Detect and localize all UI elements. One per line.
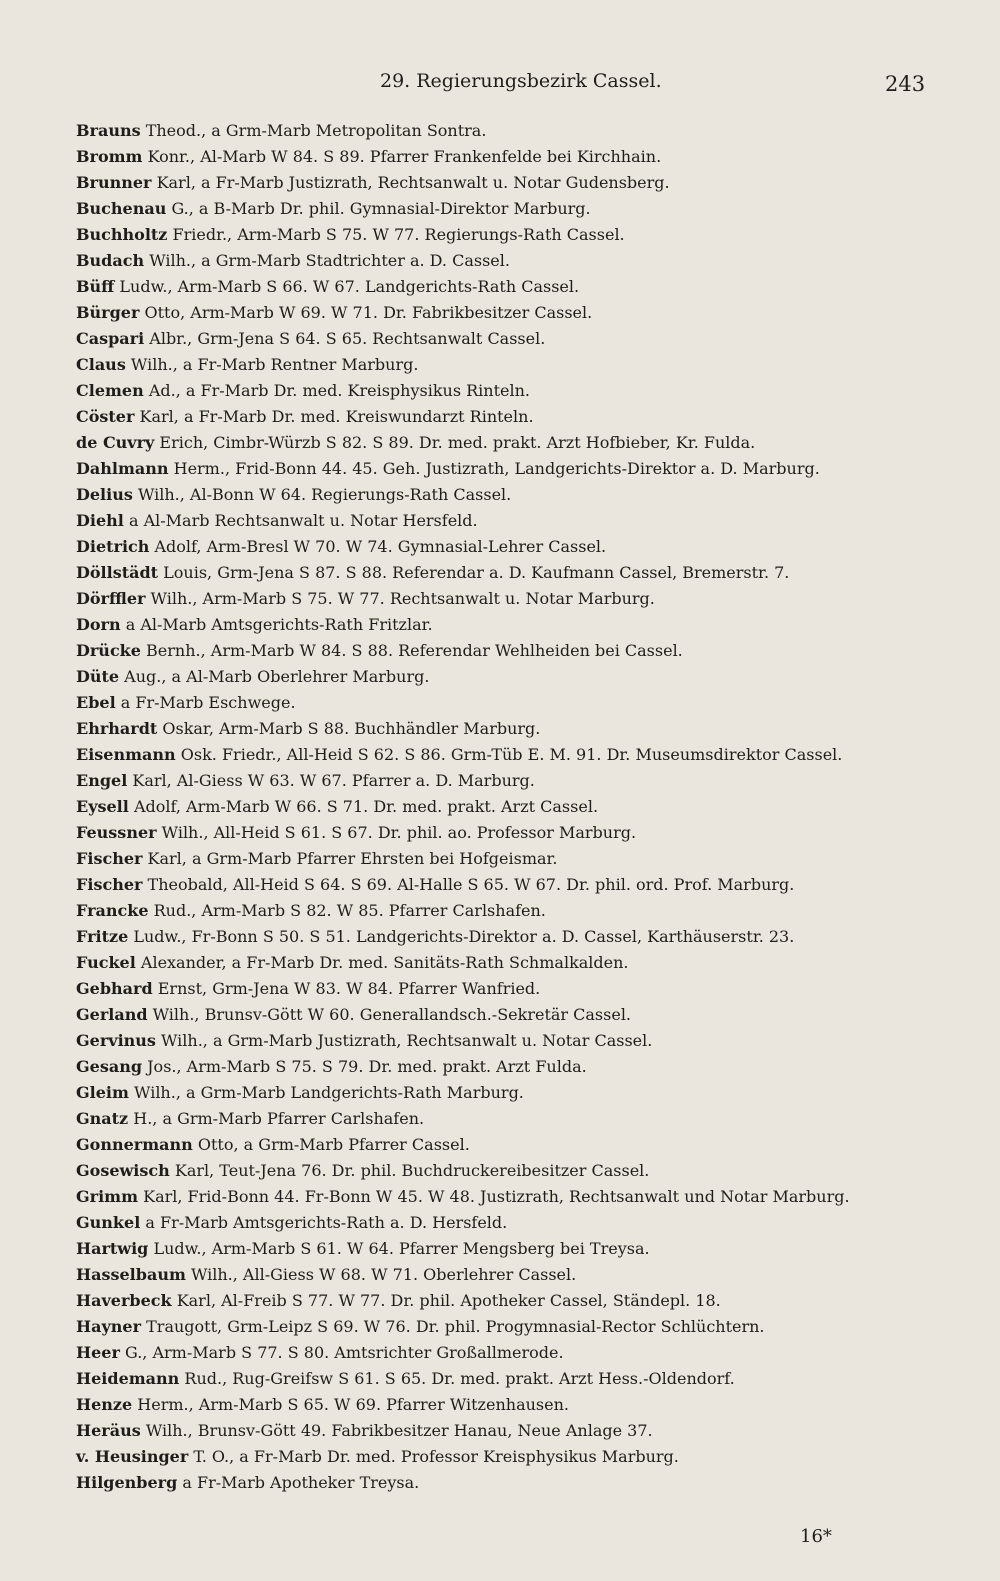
entry-details: Traugott, Grm-Leipz S 69. W 76. Dr. phil. Progymnasial-Rector Schlüchtern. <box>146 1317 765 1336</box>
list-item <box>76 196 936 222</box>
entry-details: Ludw., Arm-Marb S 61. W 64. Pfarrer Mengsberg bei Treysa. <box>153 1239 650 1258</box>
page-header <box>0 70 1000 100</box>
entry-details: Karl, Al-Freib S 77. W 77. Dr. phil. Apotheker Cassel, Ständepl. 18. <box>176 1291 721 1310</box>
entry-name: Hartwig <box>76 1239 149 1258</box>
entry-details: Otto, a Grm-Marb Pfarrer Cassel. <box>197 1135 470 1154</box>
entry-name: Buchholtz <box>76 225 168 244</box>
list-item <box>76 404 936 430</box>
list-item <box>76 664 936 690</box>
list-item <box>76 1392 936 1418</box>
entry-details: Erich, Cimbr-Würzb S 82. S 89. Dr. med. prakt. Arzt Hofbieber, Kr. Fulda. <box>159 433 756 452</box>
entry-name: Gunkel <box>76 1213 141 1232</box>
list-item <box>76 1470 936 1496</box>
entry-name: Hayner <box>76 1317 142 1336</box>
entry-name: Döllstädt <box>76 563 159 582</box>
entry-name: Fischer <box>76 875 143 894</box>
list-item <box>76 846 936 872</box>
entry-details: Wilh., All-Giess W 68. W 71. Oberlehrer Cassel. <box>190 1265 577 1284</box>
entry-details: Albr., Grm-Jena S 64. S 65. Rechtsanwalt Cassel. <box>149 329 546 348</box>
entry-name: Eisenmann <box>76 745 176 764</box>
list-item <box>76 430 936 456</box>
entry-details: Konr., Al-Marb W 84. S 89. Pfarrer Frankenfelde bei Kirchhain. <box>147 147 662 166</box>
entry-details: Karl, Teut-Jena 76. Dr. phil. Buchdruckereibesitzer Cassel. <box>174 1161 650 1180</box>
entry-details: Friedr., Arm-Marb S 75. W 77. Regierungs-Rath Cassel. <box>172 225 625 244</box>
entry-name: Gervinus <box>76 1031 156 1050</box>
entry-name: Gleim <box>76 1083 129 1102</box>
entry-name: Düte <box>76 667 120 686</box>
entry-details: Jos., Arm-Marb S 75. S 79. Dr. med. prakt. Arzt Fulda. <box>147 1057 587 1076</box>
list-item <box>76 274 936 300</box>
entry-name: Claus <box>76 355 126 374</box>
entry-details: T. O., a Fr-Marb Dr. med. Professor Kreisphysikus Marburg. <box>193 1447 679 1466</box>
list-item <box>76 378 936 404</box>
entry-name: Heräus <box>76 1421 141 1440</box>
entry-details: Adolf, Arm-Marb W 66. S 71. Dr. med. prakt. Arzt Cassel. <box>133 797 599 816</box>
entry-details: Otto, Arm-Marb W 69. W 71. Dr. Fabrikbesitzer Cassel. <box>144 303 593 322</box>
entry-details: G., a B-Marb Dr. phil. Gymnasial-Direktor Marburg. <box>171 199 591 218</box>
list-item <box>76 1210 936 1236</box>
entry-name: Fuckel <box>76 953 136 972</box>
entry-details: a Fr-Marb Eschwege. <box>120 693 296 712</box>
list-item <box>76 950 936 976</box>
entry-name: Gebhard <box>76 979 153 998</box>
list-item <box>76 1080 936 1106</box>
entry-name: Hilgenberg <box>76 1473 178 1492</box>
list-item <box>76 1262 936 1288</box>
entry-details: a Al-Marb Amtsgerichts-Rath Fritzlar. <box>125 615 433 634</box>
list-item <box>76 1418 936 1444</box>
list-item <box>76 768 936 794</box>
entry-details: Rud., Rug-Greifsw S 61. S 65. Dr. med. prakt. Arzt Hess.-Oldendorf. <box>184 1369 735 1388</box>
entry-name: Caspari <box>76 329 145 348</box>
entry-details: Ernst, Grm-Jena W 83. W 84. Pfarrer Wanfried. <box>157 979 541 998</box>
entry-name: Hasselbaum <box>76 1265 186 1284</box>
entry-details: Ludw., Arm-Marb S 66. W 67. Landgerichts-Rath Cassel. <box>119 277 580 296</box>
entry-name: v. Heusinger <box>76 1447 189 1466</box>
list-item <box>76 222 936 248</box>
entry-details: Adolf, Arm-Bresl W 70. W 74. Gymnasial-Lehrer Cassel. <box>154 537 607 556</box>
entry-details: H., a Grm-Marb Pfarrer Carlshafen. <box>133 1109 425 1128</box>
list-item <box>76 508 936 534</box>
entry-details: Wilh., Brunsv-Gött 49. Fabrikbesitzer Hanau, Neue Anlage 37. <box>145 1421 653 1440</box>
entry-details: a Fr-Marb Amtsgerichts-Rath a. D. Hersfeld. <box>145 1213 508 1232</box>
list-item <box>76 1444 936 1470</box>
entry-name: Budach <box>76 251 145 270</box>
entry-name: Drücke <box>76 641 141 660</box>
entry-details: Wilh., All-Heid S 61. S 67. Dr. phil. ao. Professor Marburg. <box>161 823 637 842</box>
entry-details: Wilh., Brunsv-Gött W 60. Generallandsch.-Sekretär Cassel. <box>152 1005 632 1024</box>
entry-name: Heidemann <box>76 1369 180 1388</box>
entry-details: Aug., a Al-Marb Oberlehrer Marburg. <box>124 667 430 686</box>
entry-details: Herm., Arm-Marb S 65. W 69. Pfarrer Witzenhausen. <box>137 1395 569 1414</box>
list-item <box>76 534 936 560</box>
list-item <box>76 1366 936 1392</box>
entry-details: Wilh., a Fr-Marb Rentner Marburg. <box>130 355 419 374</box>
list-item <box>76 690 936 716</box>
entry-details: Theod., a Grm-Marb Metropolitan Sontra. <box>145 121 487 140</box>
list-item <box>76 352 936 378</box>
signature-mark: 16* <box>800 1526 832 1547</box>
list-item <box>76 326 936 352</box>
entry-details: Alexander, a Fr-Marb Dr. med. Sanitäts-Rath Schmalkalden. <box>140 953 629 972</box>
entry-name: Dietrich <box>76 537 150 556</box>
entry-name: Delius <box>76 485 133 504</box>
entry-name: Gonnermann <box>76 1135 193 1154</box>
entry-name: Henze <box>76 1395 133 1414</box>
list-item <box>76 742 936 768</box>
entry-name: Heer <box>76 1343 120 1362</box>
list-item <box>76 248 936 274</box>
entry-details: Ludw., Fr-Bonn S 50. S 51. Landgerichts-Direktor a. D. Cassel, Karthäuserstr. 23. <box>133 927 795 946</box>
entry-details: Wilh., Al-Bonn W 64. Regierungs-Rath Cassel. <box>137 485 512 504</box>
list-item <box>76 456 936 482</box>
list-item <box>76 794 936 820</box>
entry-details: Theobald, All-Heid S 64. S 69. Al-Halle S 65. W 67. Dr. phil. ord. Prof. Marburg. <box>147 875 795 894</box>
entry-name: de Cuvry <box>76 433 155 452</box>
list-item <box>76 1236 936 1262</box>
list-item <box>76 1132 936 1158</box>
list-item <box>76 872 936 898</box>
list-item <box>76 1340 936 1366</box>
entry-name: Feussner <box>76 823 157 842</box>
running-title: 29. Regierungsbezirk Cassel. <box>380 70 662 92</box>
entry-name: Gesang <box>76 1057 143 1076</box>
entry-name: Dahlmann <box>76 459 169 478</box>
list-item <box>76 1314 936 1340</box>
entry-name: Gnatz <box>76 1109 129 1128</box>
list-item <box>76 612 936 638</box>
entry-name: Dorn <box>76 615 121 634</box>
entry-name: Büff <box>76 277 115 296</box>
list-item <box>76 170 936 196</box>
list-item <box>76 638 936 664</box>
entry-name: Brunner <box>76 173 152 192</box>
list-item <box>76 586 936 612</box>
entry-name: Fischer <box>76 849 143 868</box>
list-item <box>76 482 936 508</box>
list-item <box>76 1288 936 1314</box>
entry-name: Fritze <box>76 927 129 946</box>
list-item <box>76 1158 936 1184</box>
entry-name: Diehl <box>76 511 124 530</box>
entry-name: Eysell <box>76 797 129 816</box>
list-item <box>76 1028 936 1054</box>
entry-name: Haverbeck <box>76 1291 172 1310</box>
entry-details: Wilh., a Grm-Marb Landgerichts-Rath Marburg. <box>134 1083 524 1102</box>
list-item <box>76 976 936 1002</box>
entry-details: Karl, Frid-Bonn 44. Fr-Bonn W 45. W 48. Justizrath, Rechtsanwalt und Notar Marburg. <box>143 1187 850 1206</box>
entry-details: Ad., a Fr-Marb Dr. med. Kreisphysikus Rinteln. <box>148 381 530 400</box>
list-item <box>76 1106 936 1132</box>
entry-name: Clemen <box>76 381 144 400</box>
entry-details: G., Arm-Marb S 77. S 80. Amtsrichter Großallmerode. <box>125 1343 564 1362</box>
entry-details: Osk. Friedr., All-Heid S 62. S 86. Grm-Tüb E. M. 91. Dr. Museumsdirektor Cassel. <box>180 745 843 764</box>
entry-details: Wilh., a Grm-Marb Stadtrichter a. D. Cassel. <box>149 251 510 270</box>
entry-details: Rud., Arm-Marb S 82. W 85. Pfarrer Carlshafen. <box>153 901 546 920</box>
entry-name: Ehrhardt <box>76 719 158 738</box>
list-item <box>76 1184 936 1210</box>
list-item <box>76 560 936 586</box>
entry-details: Karl, a Fr-Marb Dr. med. Kreiswundarzt Rinteln. <box>139 407 534 426</box>
entry-name: Gosewisch <box>76 1161 170 1180</box>
list-item <box>76 716 936 742</box>
page-number: 243 <box>885 72 926 96</box>
list-item <box>76 144 936 170</box>
list-item <box>76 924 936 950</box>
entry-details: Karl, a Fr-Marb Justizrath, Rechtsanwalt u. Notar Gudensberg. <box>156 173 670 192</box>
entry-name: Buchenau <box>76 199 167 218</box>
entry-name: Dörffler <box>76 589 146 608</box>
entry-details: Karl, Al-Giess W 63. W 67. Pfarrer a. D. Marburg. <box>132 771 535 790</box>
list-item <box>76 300 936 326</box>
entry-name: Bromm <box>76 147 143 166</box>
entry-details: a Fr-Marb Apotheker Treysa. <box>182 1473 420 1492</box>
list-item <box>76 118 936 144</box>
entry-details: Wilh., a Grm-Marb Justizrath, Rechtsanwalt u. Notar Cassel. <box>161 1031 653 1050</box>
entry-name: Ebel <box>76 693 116 712</box>
entry-name: Engel <box>76 771 128 790</box>
entry-details: Herm., Frid-Bonn 44. 45. Geh. Justizrath, Landgerichts-Direktor a. D. Marburg. <box>173 459 820 478</box>
entry-name: Francke <box>76 901 149 920</box>
list-item <box>76 898 936 924</box>
entry-details: a Al-Marb Rechtsanwalt u. Notar Hersfeld. <box>128 511 478 530</box>
list-item <box>76 1002 936 1028</box>
list-item <box>76 1054 936 1080</box>
entry-details: Louis, Grm-Jena S 87. S 88. Referendar a. D. Kaufmann Cassel, Bremerstr. 7. <box>163 563 790 582</box>
entry-details: Bernh., Arm-Marb W 84. S 88. Referendar Wehlheiden bei Cassel. <box>146 641 683 660</box>
member-list <box>76 118 936 1496</box>
entry-details: Oskar, Arm-Marb S 88. Buchhändler Marburg. <box>162 719 541 738</box>
entry-details: Karl, a Grm-Marb Pfarrer Ehrsten bei Hofgeismar. <box>147 849 558 868</box>
list-item <box>76 820 936 846</box>
entry-details: Wilh., Arm-Marb S 75. W 77. Rechtsanwalt u. Notar Marburg. <box>150 589 655 608</box>
entry-name: Cöster <box>76 407 135 426</box>
entry-name: Brauns <box>76 121 141 140</box>
entry-name: Grimm <box>76 1187 139 1206</box>
entry-name: Gerland <box>76 1005 148 1024</box>
entry-name: Bürger <box>76 303 140 322</box>
